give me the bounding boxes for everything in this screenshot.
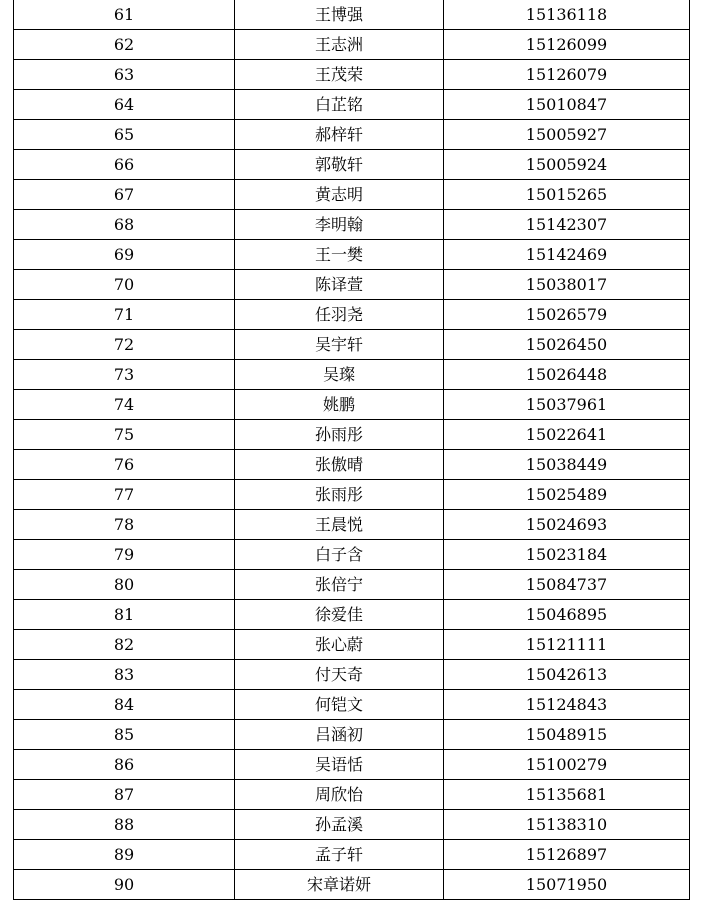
row-number-cell: 69 [14, 240, 235, 270]
student-name-cell: 李明翰 [235, 210, 444, 240]
row-number-cell: 65 [14, 120, 235, 150]
row-number-cell: 61 [14, 0, 235, 30]
table-row [14, 240, 690, 270]
table-row [14, 300, 690, 330]
student-id-cell: 15048915 [444, 720, 690, 750]
student-name-cell: 王晨悦 [235, 510, 444, 540]
student-id-cell: 15138310 [444, 810, 690, 840]
roster-table [13, 0, 690, 900]
table-row [14, 780, 690, 810]
student-id-cell: 15025489 [444, 480, 690, 510]
student-id-cell: 15037961 [444, 390, 690, 420]
student-id-cell: 15005927 [444, 120, 690, 150]
student-id-cell: 15071950 [444, 870, 690, 900]
student-id-cell: 15126079 [444, 60, 690, 90]
student-name-cell: 张心蔚 [235, 630, 444, 660]
row-number-cell: 78 [14, 510, 235, 540]
row-number-cell: 75 [14, 420, 235, 450]
student-id-cell: 15005924 [444, 150, 690, 180]
table-row [14, 510, 690, 540]
student-name-cell: 王博强 [235, 0, 444, 30]
row-number-cell: 89 [14, 840, 235, 870]
table-row [14, 630, 690, 660]
row-number-cell: 71 [14, 300, 235, 330]
row-number-cell: 80 [14, 570, 235, 600]
row-number-cell: 86 [14, 750, 235, 780]
table-row [14, 870, 690, 900]
student-name-cell: 孟子轩 [235, 840, 444, 870]
table-row [14, 0, 690, 30]
row-number-cell: 88 [14, 810, 235, 840]
row-number-cell: 82 [14, 630, 235, 660]
row-number-cell: 74 [14, 390, 235, 420]
row-number-cell: 76 [14, 450, 235, 480]
student-id-cell: 15023184 [444, 540, 690, 570]
student-name-cell: 白子含 [235, 540, 444, 570]
row-number-cell: 68 [14, 210, 235, 240]
student-name-cell: 周欣怡 [235, 780, 444, 810]
student-id-cell: 15100279 [444, 750, 690, 780]
student-id-cell: 15121111 [444, 630, 690, 660]
row-number-cell: 66 [14, 150, 235, 180]
table-row [14, 480, 690, 510]
student-id-cell: 15026579 [444, 300, 690, 330]
student-id-cell: 15022641 [444, 420, 690, 450]
table-row [14, 450, 690, 480]
table-row [14, 840, 690, 870]
student-name-cell: 张傲晴 [235, 450, 444, 480]
table-row [14, 660, 690, 690]
student-name-cell: 孙孟溪 [235, 810, 444, 840]
student-name-cell: 王茂荣 [235, 60, 444, 90]
row-number-cell: 62 [14, 30, 235, 60]
student-name-cell: 徐爱佳 [235, 600, 444, 630]
student-name-cell: 吴璨 [235, 360, 444, 390]
student-name-cell: 黄志明 [235, 180, 444, 210]
student-id-cell: 15126897 [444, 840, 690, 870]
student-name-cell: 张倍宁 [235, 570, 444, 600]
row-number-cell: 73 [14, 360, 235, 390]
student-id-cell: 15136118 [444, 0, 690, 30]
student-name-cell: 张雨彤 [235, 480, 444, 510]
student-id-cell: 15124843 [444, 690, 690, 720]
row-number-cell: 64 [14, 90, 235, 120]
student-name-cell: 吴宇轩 [235, 330, 444, 360]
table-row [14, 180, 690, 210]
row-number-cell: 85 [14, 720, 235, 750]
table-row [14, 390, 690, 420]
student-name-cell: 郭敬轩 [235, 150, 444, 180]
table-row [14, 120, 690, 150]
student-name-cell: 任羽尧 [235, 300, 444, 330]
student-name-cell: 王志洲 [235, 30, 444, 60]
table-row [14, 690, 690, 720]
table-row [14, 90, 690, 120]
student-name-cell: 宋章诺妍 [235, 870, 444, 900]
student-id-cell: 15142307 [444, 210, 690, 240]
table-row [14, 210, 690, 240]
row-number-cell: 79 [14, 540, 235, 570]
row-number-cell: 81 [14, 600, 235, 630]
student-id-cell: 15042613 [444, 660, 690, 690]
row-number-cell: 84 [14, 690, 235, 720]
student-name-cell: 郝梓轩 [235, 120, 444, 150]
table-row [14, 810, 690, 840]
student-id-cell: 15015265 [444, 180, 690, 210]
table-row [14, 750, 690, 780]
student-name-cell: 吴语恬 [235, 750, 444, 780]
student-name-cell: 何铠文 [235, 690, 444, 720]
table-row [14, 540, 690, 570]
table-row [14, 270, 690, 300]
row-number-cell: 67 [14, 180, 235, 210]
student-id-cell: 15024693 [444, 510, 690, 540]
student-name-cell: 姚鹏 [235, 390, 444, 420]
student-id-cell: 15046895 [444, 600, 690, 630]
row-number-cell: 77 [14, 480, 235, 510]
student-id-cell: 15126099 [444, 30, 690, 60]
table-row [14, 60, 690, 90]
table-row [14, 720, 690, 750]
table-row [14, 420, 690, 450]
student-id-cell: 15142469 [444, 240, 690, 270]
row-number-cell: 90 [14, 870, 235, 900]
student-id-cell: 15026450 [444, 330, 690, 360]
row-number-cell: 83 [14, 660, 235, 690]
student-id-cell: 15084737 [444, 570, 690, 600]
table-row [14, 570, 690, 600]
row-number-cell: 70 [14, 270, 235, 300]
row-number-cell: 72 [14, 330, 235, 360]
student-name-cell: 孙雨彤 [235, 420, 444, 450]
student-id-cell: 15135681 [444, 780, 690, 810]
student-id-cell: 15010847 [444, 90, 690, 120]
table-row [14, 30, 690, 60]
student-name-cell: 吕涵初 [235, 720, 444, 750]
row-number-cell: 87 [14, 780, 235, 810]
row-number-cell: 63 [14, 60, 235, 90]
student-name-cell: 王一樊 [235, 240, 444, 270]
student-id-cell: 15038449 [444, 450, 690, 480]
table-row [14, 150, 690, 180]
table-row [14, 600, 690, 630]
student-name-cell: 付天奇 [235, 660, 444, 690]
table-row [14, 360, 690, 390]
student-name-cell: 白芷铭 [235, 90, 444, 120]
table-row [14, 330, 690, 360]
student-id-cell: 15038017 [444, 270, 690, 300]
student-name-cell: 陈译萱 [235, 270, 444, 300]
student-id-cell: 15026448 [444, 360, 690, 390]
roster-body [14, 0, 690, 900]
